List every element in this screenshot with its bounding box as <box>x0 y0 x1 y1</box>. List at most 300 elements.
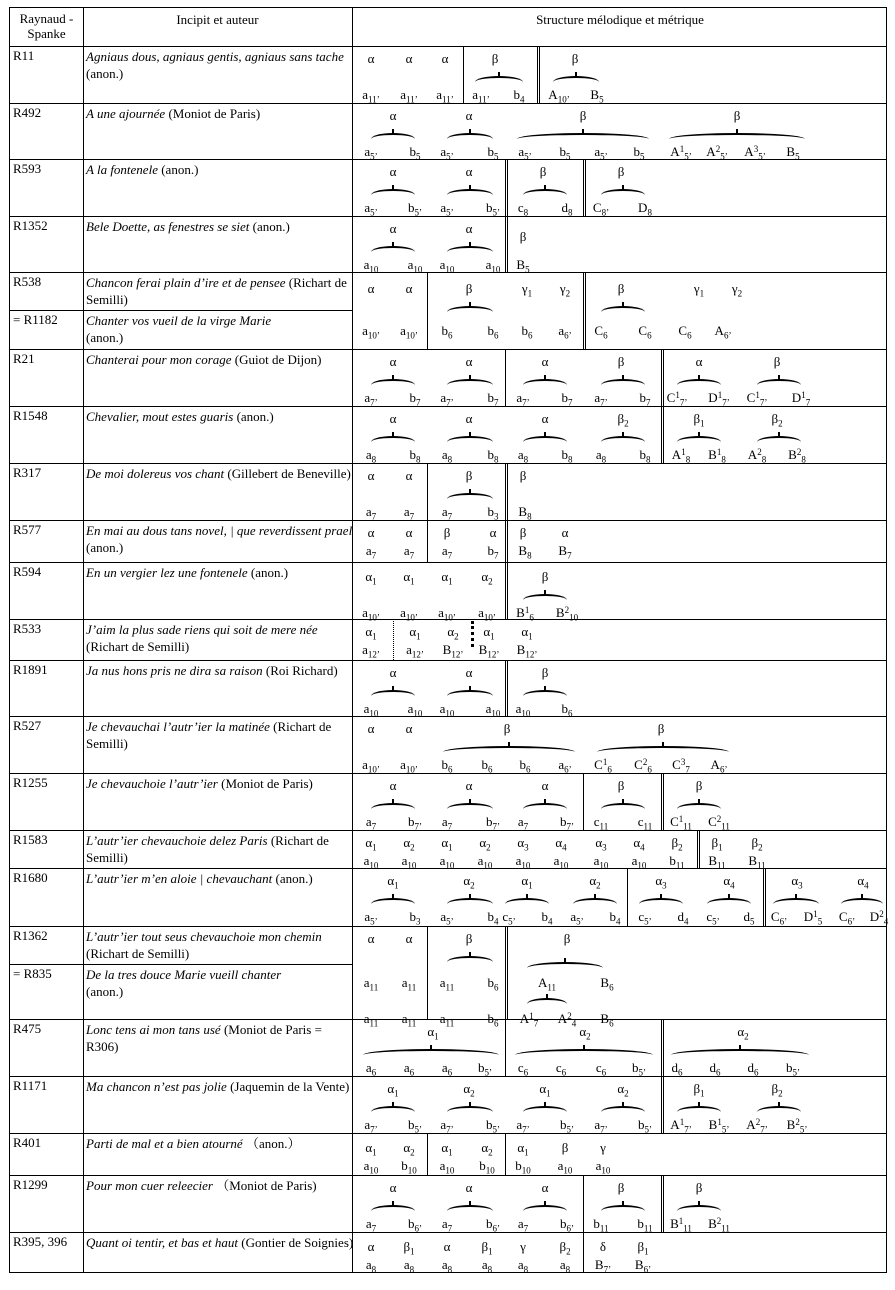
double-bar-line <box>583 272 586 349</box>
brace <box>523 803 567 809</box>
brace <box>677 1106 721 1112</box>
structure-symbol: $d_4$ <box>677 909 689 927</box>
structure-symbol: $b_{11}$ <box>593 1216 609 1234</box>
brace <box>523 436 567 442</box>
brace <box>447 133 493 139</box>
structure-symbol: $a_7$ <box>403 543 415 561</box>
brace <box>447 436 493 442</box>
double-bar-line <box>661 1019 664 1076</box>
structure-symbol: $a_8$ <box>365 447 377 465</box>
structure-symbol: $a_{7’}$ <box>516 1117 530 1135</box>
brace <box>475 76 523 82</box>
double-bar-line <box>661 1076 664 1133</box>
header-incipit: Incipit et auteur <box>176 12 259 27</box>
structure-symbol: $\beta_1$ <box>481 1239 493 1257</box>
structure-symbol: $C_6$ <box>638 323 652 341</box>
row-id: R1352 <box>13 218 48 233</box>
dotted-bar-line <box>393 619 394 660</box>
row-divider <box>10 349 886 350</box>
incipit-author: (anon.) <box>275 871 313 886</box>
structure-symbol: $a_{11’}$ <box>436 87 454 105</box>
row-id: R527 <box>13 718 42 733</box>
brace <box>597 746 729 752</box>
row-id: R1891 <box>13 662 48 677</box>
structure-symbol: $a_{11’}$ <box>400 87 418 105</box>
brace <box>757 1106 801 1112</box>
structure-symbol: $\alpha_2$ <box>481 1140 493 1158</box>
structure-symbol: $C_6$ <box>594 323 608 341</box>
structure-symbol: $a_{10}$ <box>439 1158 455 1176</box>
structure-symbol: $a_{11}$ <box>363 1011 379 1029</box>
row-id: R1362 <box>13 928 48 943</box>
brace <box>677 436 721 442</box>
structure-symbol: $b_3$ <box>487 504 499 522</box>
double-bar-line <box>763 868 766 926</box>
structure-symbol: $\alpha_1$ <box>427 1024 439 1042</box>
structure-symbol: $c_{5’}$ <box>502 909 516 927</box>
structure-symbol: $a_{10}$ <box>401 853 417 871</box>
structure-symbol: $a_6$ <box>441 1060 453 1078</box>
structure-symbol: $\alpha_2$ <box>579 1024 591 1042</box>
structure-symbol: $b_{11}$ <box>669 853 685 871</box>
structure-symbol: β <box>465 281 473 296</box>
row-id: R1255 <box>13 775 48 790</box>
incipit-text: Ma chancon n’est pas jolie <box>86 1079 227 1094</box>
structure-symbol: $\alpha_1$ <box>521 873 533 891</box>
structure-symbol: $a_{11}$ <box>401 975 417 993</box>
structure-symbol: $a_{10’}$ <box>362 323 380 341</box>
structure-symbol: $C^1_{7’}$ <box>666 390 688 408</box>
structure-symbol: $a_{7’}$ <box>516 390 530 408</box>
structure-symbol: $B^1_8$ <box>708 447 726 465</box>
bar-line <box>583 773 584 830</box>
structure-symbol: $b_7$ <box>487 543 499 561</box>
brace <box>371 379 415 385</box>
structure-symbol: $a_{7’}$ <box>594 390 608 408</box>
row-id: R401 <box>13 1135 42 1150</box>
incipit-author: (anon.) <box>86 540 124 555</box>
structure-symbol: $a_7$ <box>365 543 377 561</box>
brace <box>601 1106 645 1112</box>
brace <box>371 189 415 195</box>
structure-symbol: $c_6$ <box>595 1060 607 1078</box>
structure-symbol: α <box>389 164 397 179</box>
incipit-text: Je chevauchoie l’autr’ier <box>86 776 218 791</box>
structure-symbol: $c_6$ <box>517 1060 529 1078</box>
structure-symbol: β <box>617 778 625 793</box>
double-bar-line <box>661 773 664 830</box>
structure-symbol: $b_{11}$ <box>637 1216 653 1234</box>
brace <box>371 803 415 809</box>
structure-symbol: $a_{5’}$ <box>440 144 454 162</box>
structure-symbol: $a_{10’}$ <box>438 605 456 623</box>
brace <box>523 1205 567 1211</box>
brace <box>447 803 493 809</box>
structure-symbol: β <box>491 51 499 66</box>
structure-symbol: $a_{5’}$ <box>440 909 454 927</box>
structure-symbol: $\alpha_1$ <box>409 624 421 642</box>
brace <box>443 746 575 752</box>
bar-line <box>505 1133 506 1175</box>
incipit-author: (Moniot de Paris = R306) <box>86 1022 322 1054</box>
structure-symbol: $a_{10}$ <box>407 257 423 275</box>
structure-symbol: $a_{10}$ <box>631 853 647 871</box>
structure-symbol: $A_{10’}$ <box>548 87 570 105</box>
incipit-author: (anon.) <box>86 330 124 345</box>
structure-symbol: $a_{7’}$ <box>364 1117 378 1135</box>
structure-symbol: α <box>389 665 397 680</box>
structure-symbol: $b_{6’}$ <box>560 1216 574 1234</box>
structure-symbol: $d_6$ <box>747 1060 759 1078</box>
incipit-text: Agniaus dous, agniaus gentis, agniaus sans tache <box>86 49 344 64</box>
incipit-author: (Richart de Semilli) <box>86 833 329 865</box>
structure-symbol: α <box>465 665 473 680</box>
structure-symbol: β <box>465 931 473 946</box>
structure-symbol: $B_8$ <box>518 543 532 561</box>
structure-symbol: β <box>695 1180 703 1195</box>
structure-symbol: $b_7$ <box>639 390 651 408</box>
structure-symbol: $b_6$ <box>487 1011 499 1029</box>
structure-symbol: $a_{10}$ <box>557 1158 573 1176</box>
row-id: R475 <box>13 1021 42 1036</box>
brace <box>517 133 649 139</box>
structure-symbol: β <box>503 721 511 736</box>
row-incipit <box>86 1135 354 1152</box>
dashed-bar-line <box>471 621 474 647</box>
structure-symbol: $a_{10}$ <box>407 701 423 719</box>
structure-symbol: β <box>773 354 781 369</box>
structure-symbol: $a_{11}$ <box>363 975 379 993</box>
structure-symbol: $\alpha_4$ <box>555 835 567 853</box>
structure-symbol: $D^1_{7’}$ <box>708 390 730 408</box>
structure-symbol: $C^1_6$ <box>594 757 612 775</box>
structure-symbol: $a_6$ <box>403 1060 415 1078</box>
structure-symbol: $\alpha_2$ <box>403 835 415 853</box>
structure-symbol: β <box>733 108 741 123</box>
structure-symbol: $C^2_{11}$ <box>708 814 730 832</box>
incipit-author: (Roi Richard) <box>265 663 338 678</box>
structure-symbol: $a_{10}$ <box>363 853 379 871</box>
structure-symbol: $B^2_{11}$ <box>708 1216 730 1234</box>
structure-symbol: $c_8$ <box>517 200 529 218</box>
structure-symbol: $a_{10’}$ <box>400 323 418 341</box>
structure-symbol: $a_{11}$ <box>439 1011 455 1029</box>
row-id-equivalent: = R835 <box>13 966 52 981</box>
brace <box>601 306 645 312</box>
structure-symbol: $b_4$ <box>487 909 499 927</box>
header-structure: Structure mélodique et métrique <box>536 12 704 27</box>
incipit-text: Chanter vos vueil de la virge Marie <box>86 313 272 328</box>
structure-symbol: α <box>443 1239 451 1254</box>
structure-symbol: $D^1_5$ <box>803 909 823 927</box>
structure-symbol: α <box>405 931 413 946</box>
structure-symbol: $B_{11}$ <box>748 853 766 871</box>
bar-line <box>505 1019 506 1076</box>
structure-symbol: $B^2_{10}$ <box>555 605 579 623</box>
structure-symbol: $A^2_4$ <box>557 1011 577 1029</box>
brace <box>371 246 415 252</box>
structure-symbol: $\beta_2$ <box>617 411 629 429</box>
structure-symbol: $\alpha_1$ <box>521 624 533 642</box>
structure-symbol: $a_{6’}$ <box>558 323 572 341</box>
incipit-author: (anon.) <box>161 162 199 177</box>
brace <box>677 379 721 385</box>
structure-symbol: $c_{5’}$ <box>638 909 652 927</box>
structure-symbol: $\alpha_3$ <box>791 873 803 891</box>
row-id: R1171 <box>13 1078 48 1093</box>
structure-symbol: $A^3_{5’}$ <box>744 144 766 162</box>
row-incipit <box>86 408 354 425</box>
double-bar-line <box>661 406 664 463</box>
structure-symbol: $b_4$ <box>541 909 553 927</box>
incipit-text: Je chevauchai l’autr’ier la matinée <box>86 719 270 734</box>
structure-symbol: $a_7$ <box>517 1216 529 1234</box>
incipit-text: Chanterai pour mon corage <box>86 352 232 367</box>
structure-symbol: $b_8$ <box>561 447 573 465</box>
structure-symbol: $b_{7’}$ <box>408 814 422 832</box>
structure-symbol: $a_{10}$ <box>515 853 531 871</box>
bar-line <box>505 349 506 406</box>
structure-symbol: $a_8$ <box>595 447 607 465</box>
structure-symbol: $b_5$ <box>633 144 645 162</box>
structure-symbol: β <box>617 281 625 296</box>
structure-symbol: α <box>465 411 473 426</box>
brace <box>677 803 721 809</box>
structure-symbol: $\alpha_2$ <box>447 624 459 642</box>
header-raynaud-spanke: Raynaud - Spanke <box>19 11 74 41</box>
structure-symbol: $a_{5’}$ <box>518 144 532 162</box>
structure-symbol: $b_6$ <box>521 323 533 341</box>
structure-symbol: $a_8$ <box>441 447 453 465</box>
structure-symbol: $C_{6’}$ <box>838 909 856 927</box>
structure-symbol: $a_8$ <box>365 1257 377 1275</box>
structure-symbol: $\alpha_1$ <box>441 835 453 853</box>
structure-symbol: α <box>465 778 473 793</box>
incipit-text: En un vergier lez une fontenele <box>86 565 248 580</box>
row-incipit <box>86 218 354 235</box>
row-incipit <box>86 564 354 581</box>
row-id: R1548 <box>13 408 48 423</box>
structure-symbol: $a_{5’}$ <box>364 200 378 218</box>
brace <box>447 956 493 962</box>
incipit-author: (Richart de Semilli) <box>86 719 332 751</box>
structure-symbol: $a_6$ <box>365 1060 377 1078</box>
structure-symbol: α <box>541 778 549 793</box>
structure-symbol: $\alpha_2$ <box>463 873 475 891</box>
structure-symbol: $b_{5’}$ <box>786 1060 800 1078</box>
incipit-author: (Jaquemin de la Vente) <box>230 1079 350 1094</box>
header-divider <box>10 46 886 47</box>
row-id: R594 <box>13 564 42 579</box>
structure-symbol: $B^1_{5’}$ <box>708 1117 730 1135</box>
incipit-author: (Moniot de Paris) <box>221 776 313 791</box>
structure-symbol: $a_8$ <box>441 1257 453 1275</box>
row-incipit <box>86 105 354 122</box>
structure-symbol: $c_6$ <box>555 1060 567 1078</box>
brace <box>523 690 567 696</box>
brace <box>671 1049 809 1055</box>
brace <box>447 189 493 195</box>
structure-symbol: β <box>657 721 665 736</box>
structure-symbol: $a_{12’}$ <box>362 642 380 660</box>
structure-symbol: $A^1_7$ <box>519 1011 539 1029</box>
double-bar-line <box>537 46 540 103</box>
incipit-author: (Richart de Semilli) <box>86 639 190 654</box>
structure-symbol: $b_{5’}$ <box>408 1117 422 1135</box>
incipit-text: A une ajournée <box>86 106 166 121</box>
structure-symbol: $b_{5’}$ <box>478 1060 492 1078</box>
incipit-author: (Richart de Semilli) <box>86 946 190 961</box>
brace <box>447 306 493 312</box>
structure-symbol: $\beta_2$ <box>771 1081 783 1099</box>
brace <box>447 379 493 385</box>
row-incipit <box>86 465 354 482</box>
structure-symbol: $b_6$ <box>561 701 573 719</box>
row-id: R1583 <box>13 832 48 847</box>
structure-symbol: $A_{6’}$ <box>714 323 732 341</box>
brace <box>527 962 603 968</box>
structure-symbol: $D^2_4$ <box>869 909 889 927</box>
row-incipit <box>86 832 354 866</box>
structure-symbol: $b_{5’}$ <box>486 200 500 218</box>
structure-symbol: $B_{12’}$ <box>442 642 464 660</box>
structure-symbol: $a_7$ <box>517 814 529 832</box>
structure-symbol: α <box>465 354 473 369</box>
bar-line <box>427 463 428 520</box>
structure-symbol: $b_{10}$ <box>515 1158 531 1176</box>
incipit-text: Lonc tens ai mon tans usé <box>86 1022 221 1037</box>
row-incipit <box>86 870 354 887</box>
structure-symbol: γ <box>520 1239 526 1254</box>
structure-symbol: $C_6$ <box>678 323 692 341</box>
structure-symbol: $\alpha_4$ <box>723 873 735 891</box>
structure-symbol: $A^2_{5’}$ <box>706 144 728 162</box>
structure-symbol: $a_{11}$ <box>401 1011 417 1029</box>
structure-symbol: α <box>389 778 397 793</box>
structure-symbol: $b_4$ <box>609 909 621 927</box>
structure-symbol: $B_7$ <box>558 543 572 561</box>
structure-symbol: $b_5$ <box>487 144 499 162</box>
brace <box>371 133 415 139</box>
structure-symbol: α <box>367 1239 375 1254</box>
row-incipit <box>86 1021 354 1055</box>
structure-symbol: $\alpha_1$ <box>441 569 453 587</box>
structure-symbol: $a_7$ <box>365 1216 377 1234</box>
row-id-equivalent: = R1182 <box>13 312 58 327</box>
structure-symbol: $b_5$ <box>409 144 421 162</box>
brace <box>601 803 645 809</box>
structure-symbol: $a_{10}$ <box>477 853 493 871</box>
structure-symbol: β <box>617 1180 625 1195</box>
row-incipit <box>86 161 354 178</box>
incipit-author: （anon.） <box>245 1136 301 1151</box>
row-id: R492 <box>13 105 42 120</box>
structure-symbol: α <box>489 525 497 540</box>
structure-symbol: $C^2_6$ <box>634 757 652 775</box>
incipit-author: (anon.) <box>250 565 289 580</box>
structure-symbol: $c_{5’}$ <box>706 909 720 927</box>
structure-symbol: α <box>367 931 375 946</box>
row-incipit-equivalent <box>86 966 354 1000</box>
incipit-text: Parti de mal et a bien atourné <box>86 1136 243 1151</box>
structure-symbol: β <box>617 164 625 179</box>
structure-symbol: $B_5$ <box>786 144 800 162</box>
structure-symbol: $a_{5’}$ <box>364 909 378 927</box>
row-id: R538 <box>13 274 42 289</box>
row-incipit <box>86 1078 354 1095</box>
structure-symbol: δ <box>599 1239 607 1254</box>
structure-symbol: β <box>571 51 579 66</box>
row-incipit <box>86 351 354 368</box>
structure-symbol: $b_{10}$ <box>401 1158 417 1176</box>
structure-symbol: $A^1_{5’}$ <box>670 144 692 162</box>
brace <box>841 898 883 904</box>
structure-symbol: $b_3$ <box>409 909 421 927</box>
structure-symbol: $\alpha_1$ <box>483 624 495 642</box>
metric-structure-table <box>9 7 887 1273</box>
structure-symbol: β <box>519 229 527 244</box>
brace <box>371 1106 415 1112</box>
double-bar-line <box>505 159 508 216</box>
row-id: R1680 <box>13 870 48 885</box>
structure-symbol: $a_{6’}$ <box>558 757 572 775</box>
structure-symbol: $a_{12’}$ <box>406 642 424 660</box>
structure-symbol: $B_{11}$ <box>708 853 726 871</box>
row-incipit <box>86 1234 354 1251</box>
structure-symbol: $a_{10’}$ <box>478 605 496 623</box>
structure-symbol: $a_{10}$ <box>515 701 531 719</box>
structure-symbol: $a_7$ <box>365 814 377 832</box>
structure-symbol: $\alpha_1$ <box>387 873 399 891</box>
structure-symbol: $b_6$ <box>519 757 531 775</box>
structure-symbol: α <box>389 221 397 236</box>
double-bar-line <box>583 159 586 216</box>
structure-symbol: $B^2_{5’}$ <box>786 1117 808 1135</box>
structure-symbol: α <box>541 354 549 369</box>
incipit-text: Chevalier, mout estes guaris <box>86 409 234 424</box>
structure-symbol: $\alpha_1$ <box>441 1140 453 1158</box>
structure-symbol: α <box>405 721 413 736</box>
structure-symbol: $D^1_7$ <box>791 390 811 408</box>
brace <box>677 1205 721 1211</box>
structure-symbol: $a_8$ <box>559 1257 571 1275</box>
structure-symbol: β <box>539 164 547 179</box>
structure-symbol: $B^1_{11}$ <box>670 1216 692 1234</box>
structure-symbol: $b_{6’}$ <box>486 1216 500 1234</box>
structure-symbol: $\beta_1$ <box>403 1239 415 1257</box>
structure-symbol: $b_6$ <box>487 323 499 341</box>
structure-symbol: $a_7$ <box>441 814 453 832</box>
brace <box>527 998 567 1004</box>
structure-symbol: $a_{7’}$ <box>440 1117 454 1135</box>
row-incipit <box>86 718 354 752</box>
structure-symbol: $a_{10}$ <box>363 1158 379 1176</box>
brace <box>523 189 567 195</box>
structure-symbol: $A_{6’}$ <box>710 757 728 775</box>
structure-symbol: α <box>561 525 569 540</box>
structure-symbol: $a_8$ <box>481 1257 493 1275</box>
double-bar-line <box>505 926 508 1019</box>
structure-symbol: $b_7$ <box>561 390 573 408</box>
structure-symbol: $C^1_{11}$ <box>670 814 692 832</box>
incipit-text: Pour mon cuer releecier <box>86 1178 213 1193</box>
structure-symbol: β <box>519 525 527 540</box>
structure-symbol: β <box>519 468 527 483</box>
structure-symbol: $b_4$ <box>513 87 525 105</box>
structure-symbol: $b_8$ <box>487 447 499 465</box>
structure-symbol: α <box>465 1180 473 1195</box>
structure-symbol: α <box>541 1180 549 1195</box>
